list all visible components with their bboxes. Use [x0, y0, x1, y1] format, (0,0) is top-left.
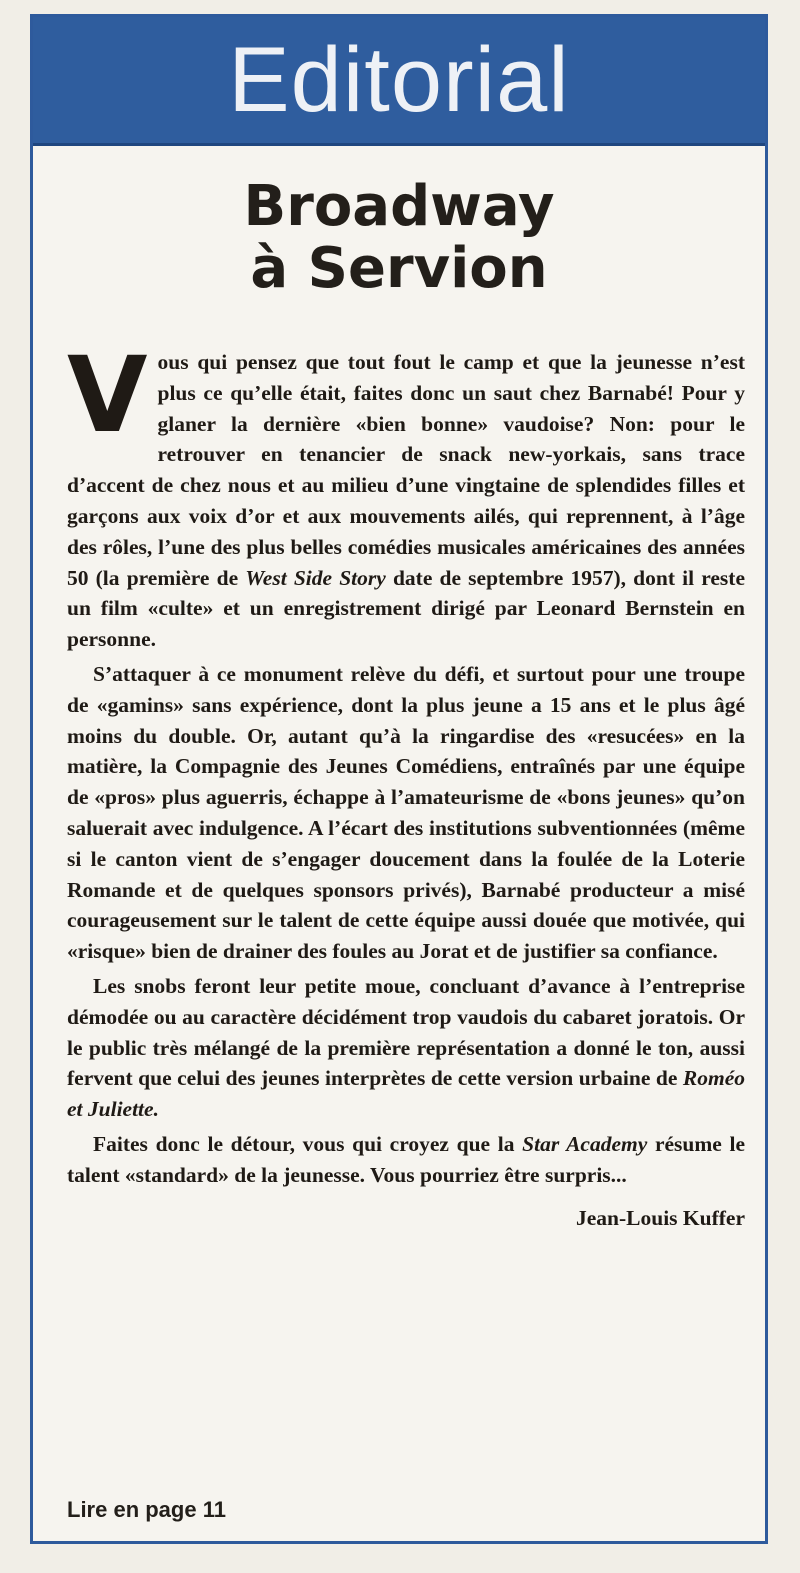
show-title-star-academy: Star Academy	[522, 1131, 648, 1156]
headline	[33, 176, 765, 299]
paragraph-4-start: Faites donc le détour, vous qui croyez que la	[93, 1131, 515, 1156]
headline-line-2: à Servion	[250, 235, 548, 301]
author-signature: Jean-Louis Kuffer	[575, 1205, 745, 1230]
paragraph-1-text: ous qui pensez que tout fout le camp et que la jeunesse n’est plus ce qu’elle était, faites donc un saut chez Barnabé! Pour y glaner la dernière «bien bonne» vaudoise? Non: pour le retrouver en tenancier de snack new-yorkais, sans trace d’accent de chez nous et au milieu d’une vingtaine de splendides filles et garçons aux voix d’or et aux mouvements ailés, qui reprennent, à l’âge des rôles, l’une des plus belles comédies musicales américaines des années 50 (la première de	[67, 350, 745, 590]
paragraph-4	[67, 1129, 745, 1191]
paragraph-3-text: Les snobs feront leur petite moue, concluant d’avance à l’entreprise démodée ou au caractère décidément trop vaudois du cabaret joratois. Or le public très mélangé de la première représentation a donné le ton, aussi fervent que celui des jeunes interprètes de cette version urbaine de	[67, 973, 745, 1091]
drop-cap: V	[67, 334, 148, 456]
page-reference: Lire en page 11	[67, 1497, 226, 1522]
editorial-frame	[30, 14, 768, 1544]
play-title-romeo-juliette: Roméo et Juliette.	[67, 1066, 746, 1122]
paragraph-4-end: résume le talent «standard» de la jeunesse. Vous pourriez être surpris...	[67, 1131, 745, 1187]
paragraph-2: S’attaquer à ce monument relève du défi, et surtout pour une troupe de «gamins» sans expérience, dont la plus jeune a 15 ans et le plus âgé moins du double. Or, autant qu’à la ringardise des «resucées» en la matière, la Compagnie des Jeunes Comédiens, entraînés par une équipe de «pros» plus aguerris, échappe à l’amateurisme de «bons jeunes» qu’on saluerait avec indulgence. A l’écart des institutions subventionnées (même si le canton vient de s’engager doucement dans la foulée de la Loterie Romande et de quelques sponsors privés), Barnabé producteur a misé courageusement sur le talent de cette équipe aussi douée que motivée, qui «risque» bien de drainer des foules au Jorat et de justifier sa confiance.	[67, 661, 745, 964]
banner-label: Editorial	[228, 29, 570, 131]
paragraph-3	[67, 971, 745, 1125]
paragraph-1	[67, 334, 745, 655]
article-body	[67, 334, 746, 1233]
paragraph-1-end: date de septembre 1957), dont il reste un film «culte» et un enregistrement dirigé par Leonard Bernstein en personne.	[67, 565, 745, 652]
editorial-banner	[33, 17, 765, 146]
headline-line-1: Broadway	[243, 174, 555, 239]
film-title-west-side-story: West Side Story	[245, 565, 386, 590]
